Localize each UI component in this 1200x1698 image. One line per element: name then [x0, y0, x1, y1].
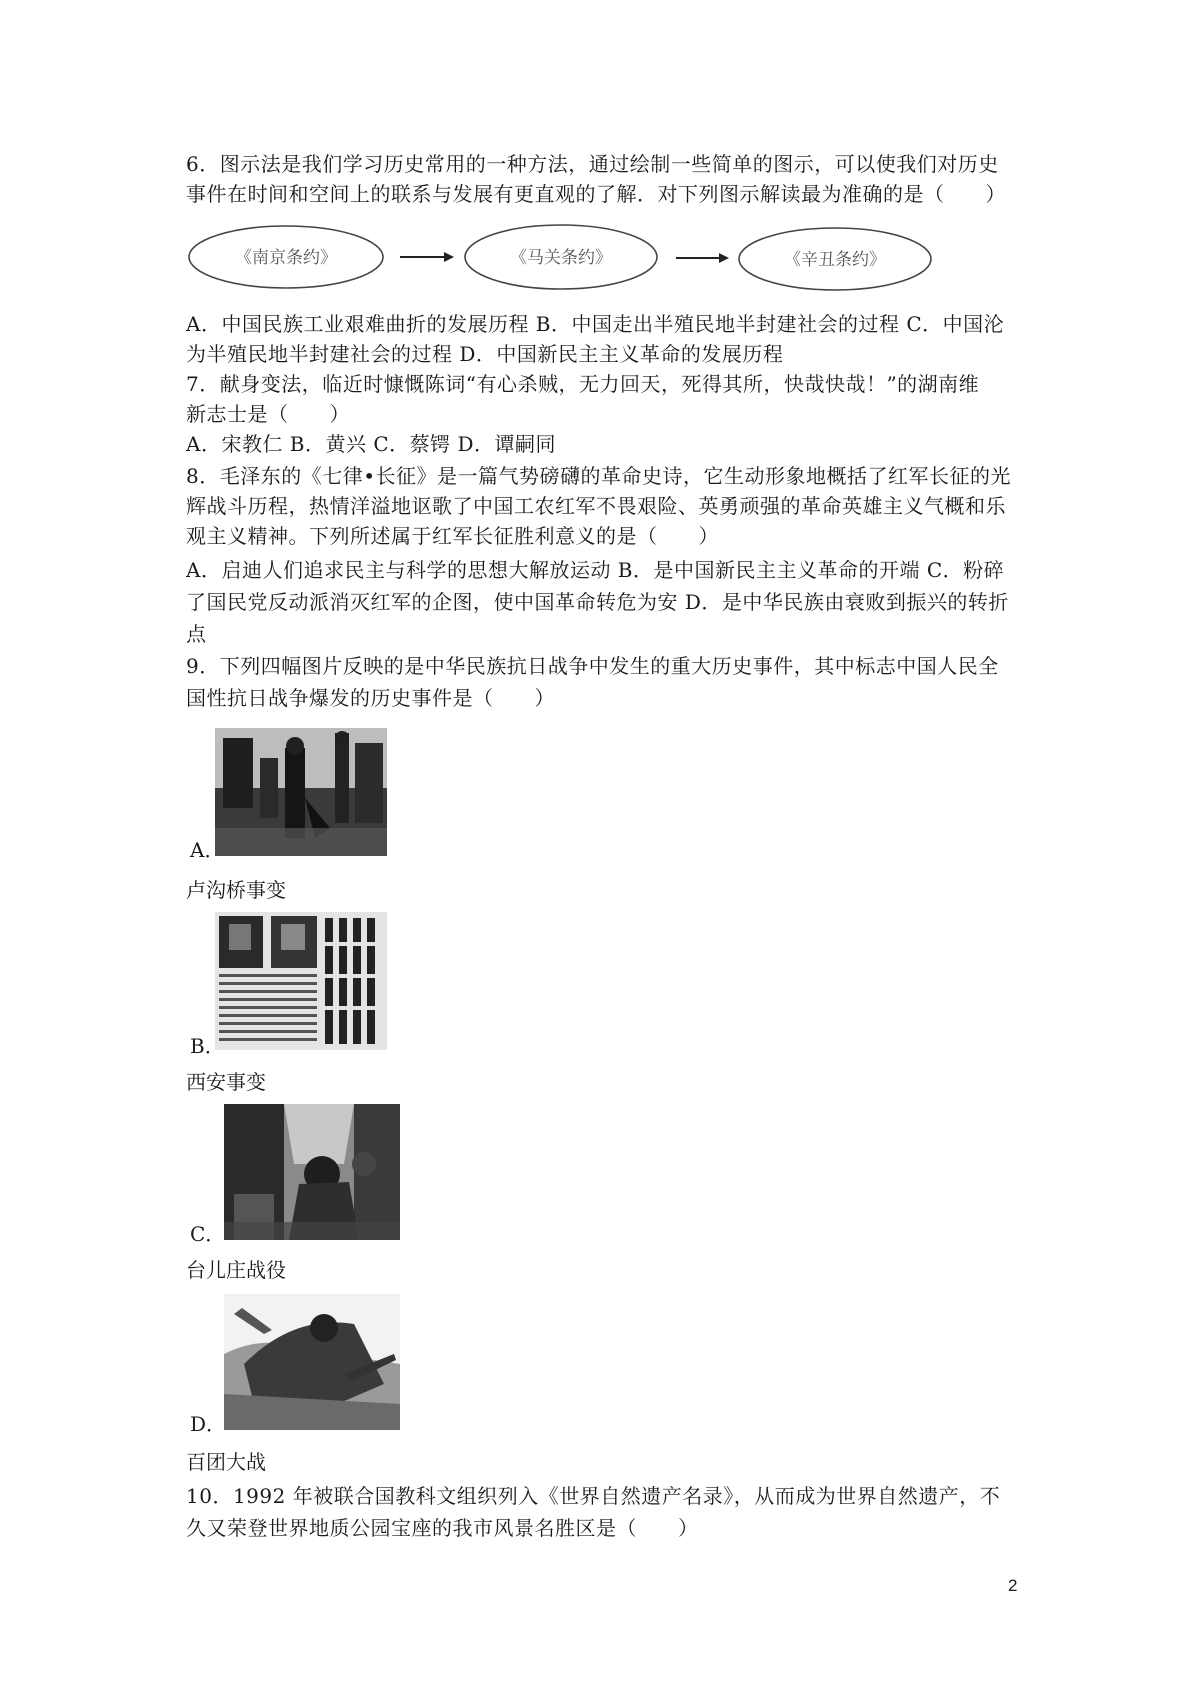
q8-line-3: 观主义精神。下列所述属于红军长征胜利意义的是（ ）: [186, 524, 719, 548]
page-number: 2: [1008, 1576, 1018, 1595]
q8-options-line-1: A．启迪人们追求民主与科学的思想大解放运动 B．是中国新民主主义革命的开端 C．粉碎: [186, 558, 1005, 582]
q6-options-line-2: 为半殖民地半封建社会的过程 D．中国新民主主义革命的发展历程: [186, 342, 784, 366]
q9-line-1: 9．下列四幅图片反映的是中华民族抗日战争中发生的重大历史事件，其中标志中国人民全: [186, 654, 999, 678]
treaty-flow-svg: [184, 222, 934, 292]
q6-options-line-1: A．中国民族工业艰难曲折的发展历程 B．中国走出半殖民地半封建社会的过程 C．中国沦: [186, 312, 1005, 336]
q9-option-b-caption: 西安事变: [186, 1070, 266, 1094]
photo-baituan: [224, 1294, 400, 1430]
q8-options-line-2: 了国民党反动派消灭红军的企图，使中国革命转危为安 D．是中华民族由衰败到振兴的转折: [186, 590, 1009, 614]
q9-option-d-caption: 百团大战: [186, 1450, 266, 1474]
treaty-flow-diagram: [184, 222, 934, 292]
q9-line-2: 国性抗日战争爆发的历史事件是（ ）: [186, 686, 555, 710]
q8-options-line-3: 点: [186, 622, 207, 646]
q7-line-2: 新志士是（ ）: [186, 402, 350, 426]
q8-line-2: 辉战斗历程，热情洋溢地讴歌了中国工农红军不畏艰险、英勇顽强的革命英雄主义气概和乐: [186, 494, 1006, 518]
photo-taierzhuang: [224, 1104, 400, 1240]
q9-option-a-letter: A．: [190, 838, 225, 862]
q9-option-c-caption: 台儿庄战役: [186, 1258, 286, 1282]
q9-option-b-letter: B．: [190, 1034, 225, 1058]
flow-label-xinchou: 《辛丑条约》: [784, 250, 886, 270]
q8-line-1: 8．毛泽东的《七律•长征》是一篇气势磅礴的革命史诗，它生动形象地概括了红军长征的光: [186, 464, 1012, 488]
q7-options: A．宋教仁 B．黄兴 C．蔡锷 D．谭嗣同: [186, 432, 557, 456]
flow-label-maguan: 《马关条约》: [510, 248, 612, 268]
flow-label-nanjing: 《南京条约》: [235, 248, 337, 268]
photo-d-image: [224, 1294, 400, 1430]
photo-xian-newspaper: [215, 912, 387, 1050]
arrow-head-1: [444, 252, 454, 262]
q6-line-2: 事件在时间和空间上的联系与发展有更直观的了解．对下列图示解读最为准确的是（ ）: [186, 182, 1006, 206]
q9-option-d-letter: D．: [190, 1412, 227, 1436]
q9-option-c-letter: C．: [190, 1222, 226, 1246]
q10-line-2: 久又荣登世界地质公园宝座的我市风景名胜区是（ ）: [186, 1516, 699, 1540]
q10-line-1: 10．1992 年被联合国教科文组织列入《世界自然遗产名录》，从而成为世界自然遗产，不: [186, 1484, 1001, 1508]
q9-option-a-caption: 卢沟桥事变: [186, 878, 286, 902]
photo-a-image: [215, 728, 387, 856]
photo-lugouqiao: [215, 728, 387, 856]
q6-line-1: 6．图示法是我们学习历史常用的一种方法，通过绘制一些简单的图示，可以使我们对历史: [186, 152, 999, 176]
photo-c-image: [224, 1104, 400, 1240]
arrow-head-2: [719, 253, 729, 263]
q7-line-1: 7．献身变法，临近时慷慨陈词“有心杀贼，无力回天，死得其所，快哉快哉！”的湖南维: [186, 372, 980, 396]
photo-b-image: [215, 912, 387, 1050]
